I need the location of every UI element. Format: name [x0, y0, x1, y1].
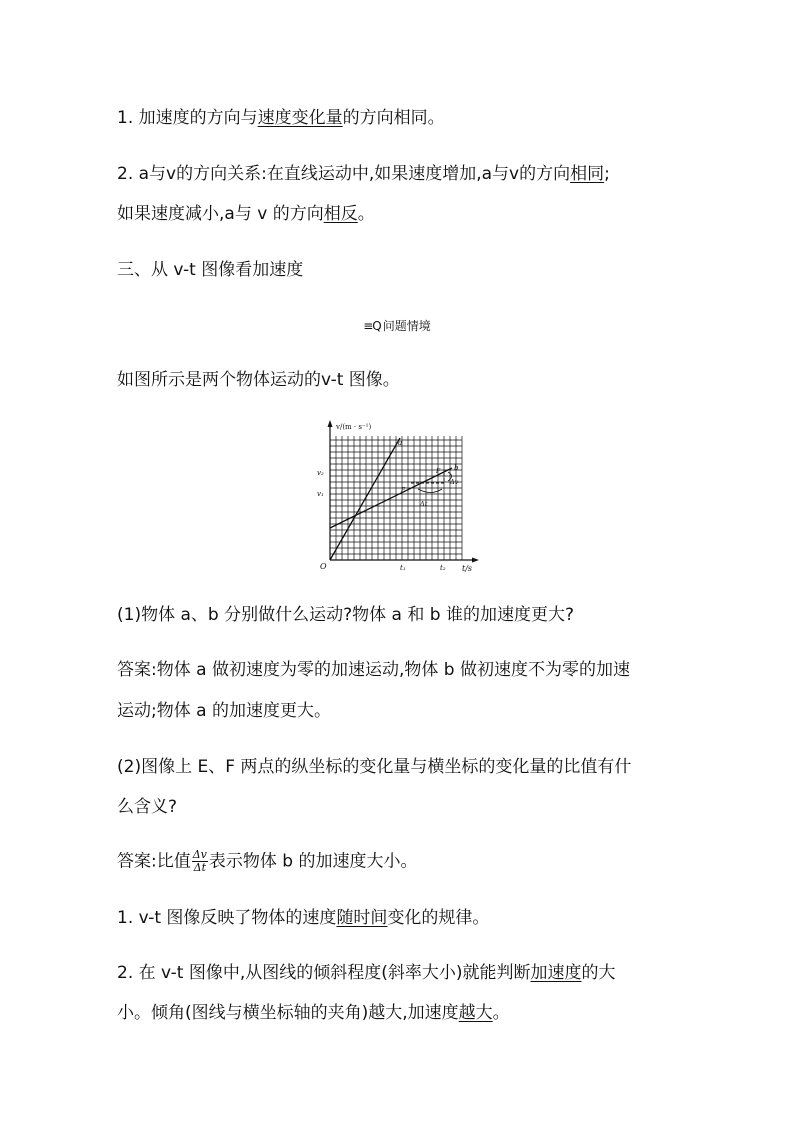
underlined-answer: 加速度	[530, 963, 582, 983]
y-axis-arrow	[328, 420, 333, 427]
question-1: (1)物体 a、b 分别做什么运动?物体 a 和 b 谁的加速度更大?	[117, 605, 574, 625]
text: 的大	[581, 963, 616, 983]
text: 。	[492, 1003, 510, 1023]
text: 表示物体 b 的加速度大小。	[208, 851, 418, 872]
text: 1. v-t 图像反映了物体的速度	[117, 908, 337, 928]
origin-label: O	[320, 562, 327, 571]
section-heading: 三、从 v-t 图像看加速度	[117, 260, 304, 280]
scenario-tag	[0, 318, 794, 334]
text: 。	[357, 204, 375, 224]
text: 2. a与v的方向关系:在直线运动中,如果速度增加,a与v的方向	[117, 164, 571, 184]
y-tick-v2: v₂	[317, 469, 324, 477]
answer-1-line2: 运动;物体 a 的加速度更大。	[117, 701, 331, 721]
line-b-label: b	[454, 464, 459, 472]
delta-v-over-delta-t-fraction	[192, 849, 208, 874]
text: 如果速度减小,a与 v 的方向	[117, 204, 324, 224]
text: 小。倾角(图线与横坐标轴的夹角)越大,加速度	[117, 1003, 459, 1023]
grid	[330, 436, 462, 560]
x-axis-label: t/s	[462, 564, 473, 573]
question-2-line1: (2)图像上 E、F 两点的纵坐标的变化量与横坐标的变化量的比值有什	[117, 757, 632, 777]
delta-v-label: Δv	[450, 478, 459, 486]
delta-t-brace	[418, 489, 442, 493]
text: 答案:比值	[117, 851, 191, 872]
answer-1-line1: 答案:物体 a 做初速度为零的加速运动,物体 b 做初速度不为零的加速	[117, 660, 630, 680]
underlined-answer: 速度变化量	[257, 108, 343, 128]
delta-t-label: Δt	[420, 500, 428, 508]
question-scenario-icon: ≡Q	[363, 319, 381, 333]
question-2-line2: 么含义?	[117, 797, 178, 817]
x-tick-t2: t₂	[440, 564, 446, 572]
statement-a-v-relation-line2	[117, 203, 754, 225]
text: 变化的规律。	[387, 908, 490, 928]
v-t-graph	[314, 418, 484, 573]
y-axis-label: v/(m · s⁻¹)	[336, 423, 372, 431]
x-axis-arrow	[472, 558, 479, 563]
line-a-label: a	[398, 439, 403, 447]
text: 的方向相同。	[342, 108, 445, 128]
summary-2-line1	[117, 962, 754, 984]
answer-2	[117, 849, 754, 874]
text: 2. 在 v-t 图像中,从图线的倾斜程度(斜率大小)就能判断	[117, 963, 531, 983]
summary-1	[117, 907, 754, 929]
x-tick-t1: t₁	[400, 564, 406, 572]
scenario-label: 问题情境	[382, 319, 431, 333]
underlined-answer: 越大	[458, 1003, 493, 1023]
text: 1. 加速度的方向与	[117, 108, 258, 128]
point-e-label: E	[401, 487, 406, 494]
underlined-answer: 相同	[570, 164, 605, 184]
point-f-label: F	[436, 468, 441, 475]
fraction-denominator: Δt	[193, 861, 206, 874]
underlined-answer: 随时间	[336, 908, 388, 928]
statement-direction-of-acceleration	[117, 107, 754, 129]
fraction-numerator: Δv	[192, 848, 207, 861]
summary-2-line2	[117, 1002, 754, 1024]
y-tick-v1: v₁	[317, 490, 324, 498]
statement-a-v-relation-line1	[117, 163, 754, 185]
underlined-answer: 相反	[323, 204, 358, 224]
text: ;	[604, 164, 610, 184]
intro-text: 如图所示是两个物体运动的v-t 图像。	[117, 370, 400, 390]
